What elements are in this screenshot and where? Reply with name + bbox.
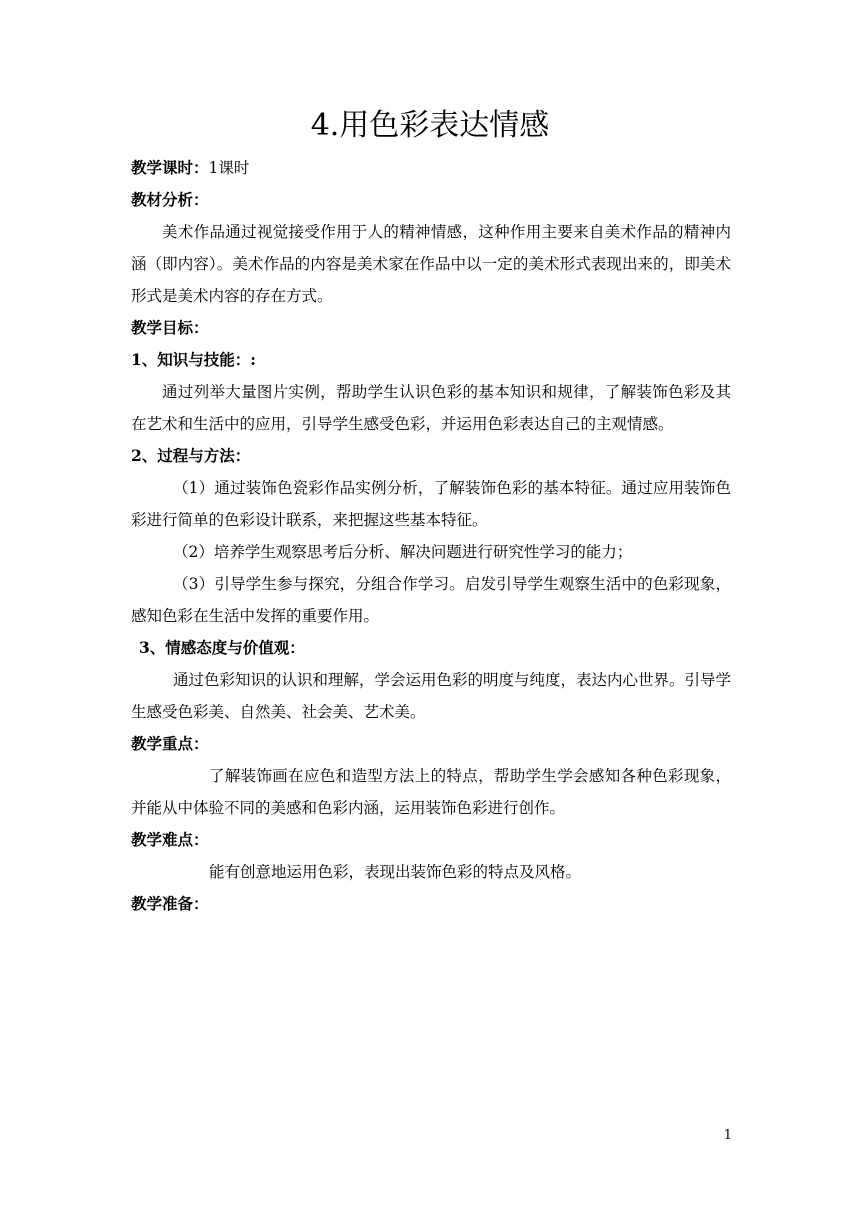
material-analysis-heading: 教材分析：: [131, 190, 209, 209]
page-number: 1: [723, 1128, 732, 1143]
objective3-heading: 3、情感态度与价值观：: [139, 638, 305, 657]
objective2-item3: （3）引导学生参与探究，分组合作学习。启发引导学生观察生活中的色彩现象， 感知色彩在生活中发挥的重要作用。: [131, 575, 731, 625]
objectives-heading: 教学目标：: [131, 318, 209, 337]
objective2-item2: （2）培养学生观察思考后分析、解决问题进行研究性学习的能力；: [173, 543, 633, 561]
key-points-heading: 教学重点：: [131, 734, 209, 753]
difficulties-heading: 教学难点：: [131, 830, 209, 849]
class-hours-line: [131, 152, 731, 184]
class-hours-label: 教学课时：: [131, 158, 209, 177]
material-analysis-text: 美术作品通过视觉接受作用于人的精神情感，这种作用主要来自美术作品的精神内涵（即内容）。美术作品的内容是美术家在作品中以一定的美术形式表现出来的，即美术形式是美术内容的存在方式。: [131, 223, 731, 305]
objective1-heading: 1、知识与技能：:: [131, 350, 257, 369]
objective1-text: 通过列举大量图片实例，帮助学生认识色彩的基本知识和规律，了解装饰色彩及其在艺术和生活中的应用，引导学生感受色彩，并运用色彩表达自己的主观情感。: [131, 383, 731, 433]
document-title: 4.用色彩表达情感: [310, 108, 550, 143]
key-points-text: 了解装饰画在应色和造型方法上的特点，帮助学生学会感知各种色彩现象，并能从中体验不同的美感和色彩内涵，运用装饰色彩进行创作。: [131, 767, 731, 817]
preparation-heading: 教学准备：: [131, 894, 209, 913]
document-body: [131, 152, 731, 920]
objective3-text: 通过色彩知识的认识和理解，学会运用色彩的明度与纯度，表达内心世界。引导学生感受色彩美、自然美、社会美、艺术美。: [131, 671, 732, 721]
objective2-item1: （1）通过装饰色瓷彩作品实例分析，了解装饰色彩的基本特征。通过应用装饰色彩进行简单的色彩设计联系，来把握这些基本特征。: [131, 479, 731, 529]
difficulties-text: 能有创意地运用色彩，表现出装饰色彩的特点及风格。: [209, 863, 582, 881]
objective2-heading: 2、过程与方法：: [131, 446, 251, 465]
class-hours-value: 1课时: [208, 159, 250, 177]
